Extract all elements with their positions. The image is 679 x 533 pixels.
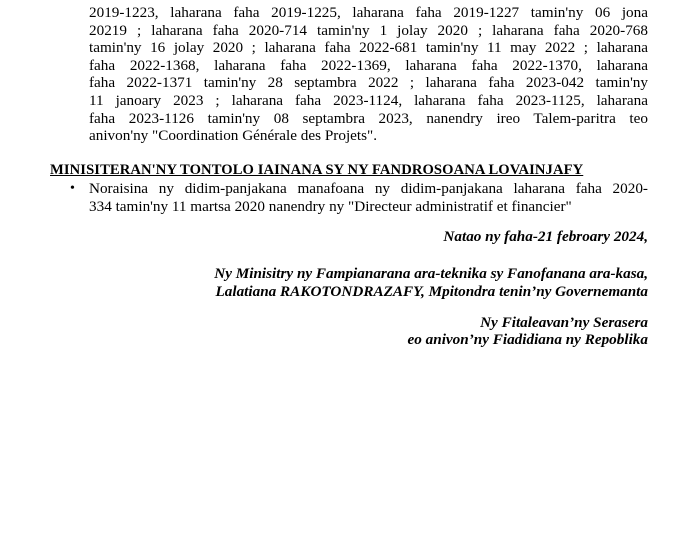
- paragraph-line: 11 janoary 2023 ; laharana faha 2023-1124, laharana faha 2023-1125, laharana: [89, 91, 648, 109]
- paragraph-line: faha 2023-1126 tamin'ny 08 septambra 2023, nanendry ireo Talem-paritra teo: [89, 109, 648, 127]
- paragraph-line: anivon'ny "Coordination Générale des Projets".: [89, 127, 378, 145]
- paragraph-line: 20219 ; laharana faha 2020-714 tamin'ny 1 jolay 2020 ; laharana faha 2020-768: [89, 21, 648, 39]
- minister-name: Lalatiana RAKOTONDRAZAFY, Mpitondra tenin’ny Governemanta: [215, 283, 648, 300]
- bullet-line: 334 tamin'ny 11 martsa 2020 nanendry ny "Directeur administratif et financier": [89, 197, 572, 215]
- bullet-icon: •: [70, 181, 75, 196]
- bullet-text: [89, 180, 648, 215]
- paragraph-line: faha 2022-1368, laharana faha 2022-1369, laharana faha 2022-1370, laharana: [89, 56, 648, 74]
- paragraph-line: tamin'ny 16 jolay 2020 ; laharana faha 2022-681 tamin'ny 11 may 2022 ; laharana: [89, 39, 648, 57]
- continuation-paragraph: [89, 4, 648, 145]
- ministry-heading: MINISITERAN'NY TONTOLO IAINANA SY NY FANDROSOANA LOVAINJAFY: [50, 162, 584, 178]
- secretary-title: Ny Fitaleavan’ny Serasera: [480, 314, 648, 331]
- secretary-office: eo anivon’ny Fiadidiana ny Repoblika: [407, 331, 648, 348]
- minister-title: Ny Minisitry ny Fampianarana ara-teknika sy Fanofanana ara-kasa,: [214, 265, 648, 282]
- paragraph-line: 2019-1223, laharana faha 2019-1225, laharana faha 2019-1227 tamin'ny 06 jona: [89, 4, 648, 21]
- paragraph-line: faha 2022-1371 tamin'ny 28 septambra 2022 ; laharana faha 2023-042 tamin'ny: [89, 74, 648, 92]
- bullet-line: Noraisina ny didim-panjakana manafoana ny didim-panjakana laharana faha 2020-: [89, 180, 648, 197]
- date-line: Natao ny faha-21 febroary 2024,: [443, 228, 648, 245]
